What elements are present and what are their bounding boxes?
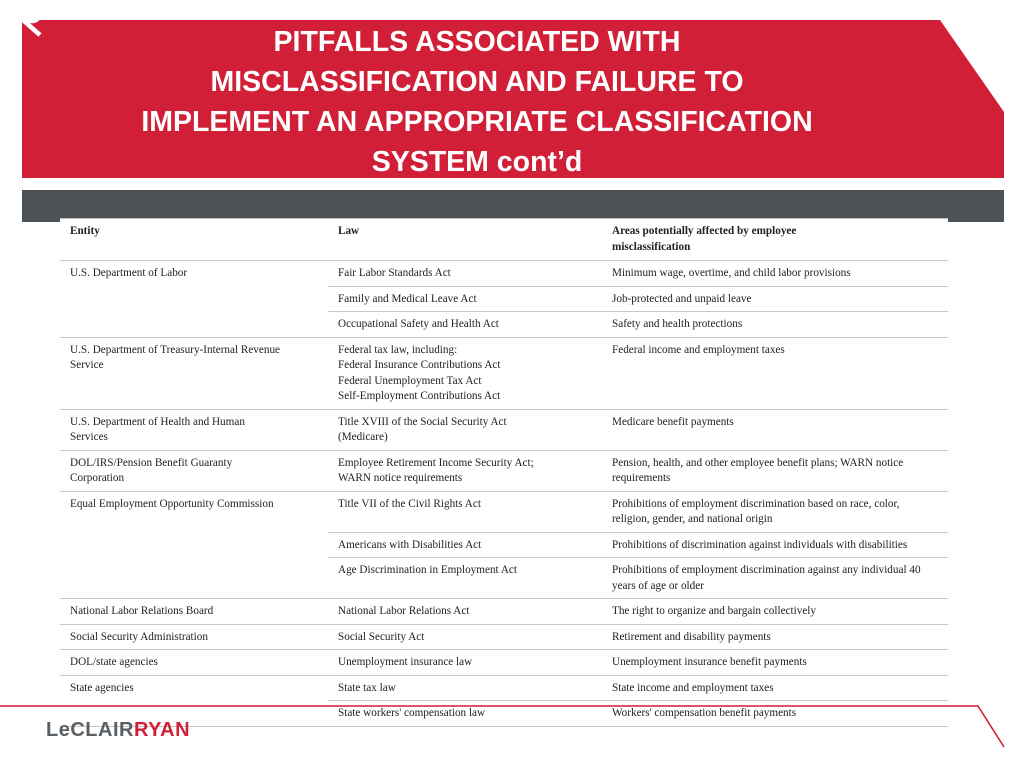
cell-areas-text: Workers' compensation benefit payments — [612, 707, 797, 719]
brand-name-part-2: RYAN — [133, 719, 191, 741]
cell-entity — [60, 450, 328, 491]
table-row — [60, 675, 948, 701]
header-areas — [602, 219, 948, 261]
cell-areas-text: Minimum wage, overtime, and child labor provisions — [612, 267, 851, 279]
cell-law — [328, 532, 602, 558]
cell-law-text: Americans with Disabilities Act — [338, 538, 482, 551]
cell-areas-text: Job-protected and unpaid leave — [612, 292, 752, 305]
table-row — [60, 450, 948, 491]
cell-law — [328, 558, 602, 599]
header-law: Law — [328, 219, 602, 261]
cell-entity — [60, 491, 328, 532]
cell-law-text: Federal tax law, including: Federal Insurance Contributions Act Federal Unemployment Tax Act Self-Employment Contributions Act — [338, 343, 501, 402]
cell-law — [328, 491, 602, 532]
title-banner — [0, 0, 1024, 180]
header-entity: Entity — [60, 219, 328, 261]
cell-entity-text: Social Security Administration — [70, 630, 208, 643]
cell-law-text: Social Security Act — [338, 630, 425, 643]
cell-areas-text: Safety and health protections — [612, 318, 743, 330]
cell-areas — [602, 650, 948, 676]
misclassification-table-container — [60, 218, 948, 727]
leclairryan-logo — [46, 719, 190, 742]
cell-areas — [602, 532, 948, 558]
cell-law — [328, 450, 602, 491]
cell-entity-text: DOL/IRS/Pension Benefit Guaranty Corporation — [70, 456, 233, 484]
cell-entity — [60, 624, 328, 650]
cell-law — [328, 675, 602, 701]
cell-law — [328, 599, 602, 625]
cell-areas-text: Unemployment insurance benefit payments — [612, 656, 807, 668]
table-row — [60, 532, 948, 558]
table-row — [60, 409, 948, 450]
cell-law-text: State tax law — [338, 681, 396, 694]
cell-entity — [60, 409, 328, 450]
table-row — [60, 624, 948, 650]
table-row — [60, 491, 948, 532]
cell-areas — [602, 491, 948, 532]
cell-areas — [602, 558, 948, 599]
cell-entity — [60, 312, 328, 338]
cell-law-text: Title XVIII of the Social Security Act (Medicare) — [338, 415, 507, 443]
cell-areas — [602, 675, 948, 701]
cell-areas — [602, 450, 948, 491]
table-row — [60, 558, 948, 599]
table-row — [60, 650, 948, 676]
cell-entity — [60, 337, 328, 409]
cell-entity-text: U.S. Department of Treasury-Internal Revenue Service — [70, 343, 281, 371]
slide-title-line-4: SYSTEM cont’d — [371, 146, 583, 178]
cell-areas-text: Pension, health, and other employee benefit plans; WARN notice requirements — [612, 456, 904, 484]
table-row — [60, 337, 948, 409]
table-row — [60, 312, 948, 338]
cell-law-text: Title VII of the Civil Rights Act — [338, 497, 481, 510]
cell-areas-text: Retirement and disability payments — [612, 630, 771, 643]
cell-areas — [602, 286, 948, 312]
table-row — [60, 599, 948, 625]
header-areas-text: Areas potentially affected by employee misclassification — [612, 225, 797, 253]
cell-entity — [60, 650, 328, 676]
cell-law — [328, 286, 602, 312]
cell-entity — [60, 675, 328, 701]
cell-areas — [602, 409, 948, 450]
cell-entity — [60, 558, 328, 599]
cell-areas — [602, 599, 948, 625]
cell-law-text: Family and Medical Leave Act — [338, 292, 477, 305]
cell-areas-text: Prohibitions of employment discrimination based on race, color, religion, gender, and national origin — [612, 497, 900, 525]
cell-law-text: Employee Retirement Income Security Act; WARN notice requirements — [338, 456, 534, 484]
cell-entity — [60, 532, 328, 558]
cell-law — [328, 312, 602, 338]
cell-entity-text: U.S. Department of Labor — [70, 267, 188, 279]
cell-law — [328, 624, 602, 650]
cell-areas-text: Prohibitions of discrimination against individuals with disabilities — [612, 538, 908, 551]
cell-areas-text: The right to organize and bargain collectively — [612, 605, 816, 617]
cell-law-text: State workers' compensation law — [338, 707, 486, 719]
slide-title-line-3: IMPLEMENT AN APPROPRIATE CLASSIFICATION — [141, 106, 813, 138]
misclassification-table — [60, 218, 948, 727]
cell-law-text: Unemployment insurance law — [338, 656, 473, 668]
slide-title-line-1: PITFALLS ASSOCIATED WITH — [273, 26, 681, 58]
table-row — [60, 286, 948, 312]
cell-law — [328, 261, 602, 287]
cell-areas-text: Federal income and employment taxes — [612, 343, 785, 356]
cell-law — [328, 409, 602, 450]
cell-entity-text: Equal Employment Opportunity Commission — [70, 497, 274, 510]
cell-entity — [60, 599, 328, 625]
cell-law-text: Occupational Safety and Health Act — [338, 318, 499, 330]
cell-entity-text: State agencies — [70, 681, 134, 694]
cell-areas-text: Medicare benefit payments — [612, 415, 734, 428]
cell-entity-text: DOL/state agencies — [70, 656, 158, 668]
cell-entity — [60, 261, 328, 287]
cell-areas — [602, 337, 948, 409]
cell-areas-text: Prohibitions of employment discrimination against any individual 40 years of age or older — [612, 564, 921, 592]
brand-name-part-1: LeCLAIR — [46, 719, 134, 741]
cell-law-text: National Labor Relations Act — [338, 605, 470, 617]
cell-areas — [602, 624, 948, 650]
cell-entity — [60, 286, 328, 312]
cell-areas-text: State income and employment taxes — [612, 681, 774, 694]
cell-entity-text: U.S. Department of Health and Human Services — [70, 415, 245, 443]
cell-law-text: Age Discrimination in Employment Act — [338, 564, 517, 576]
table-row — [60, 261, 948, 287]
cell-law — [328, 337, 602, 409]
slide-title-line-2: MISCLASSIFICATION AND FAILURE TO — [210, 66, 744, 98]
cell-law-text: Fair Labor Standards Act — [338, 267, 451, 279]
table-header-row — [60, 219, 948, 261]
cell-entity-text: National Labor Relations Board — [70, 605, 214, 617]
slide-title — [60, 22, 894, 182]
cell-areas — [602, 261, 948, 287]
cell-areas — [602, 312, 948, 338]
lr-monogram-icon — [0, 0, 46, 40]
cell-law — [328, 650, 602, 676]
